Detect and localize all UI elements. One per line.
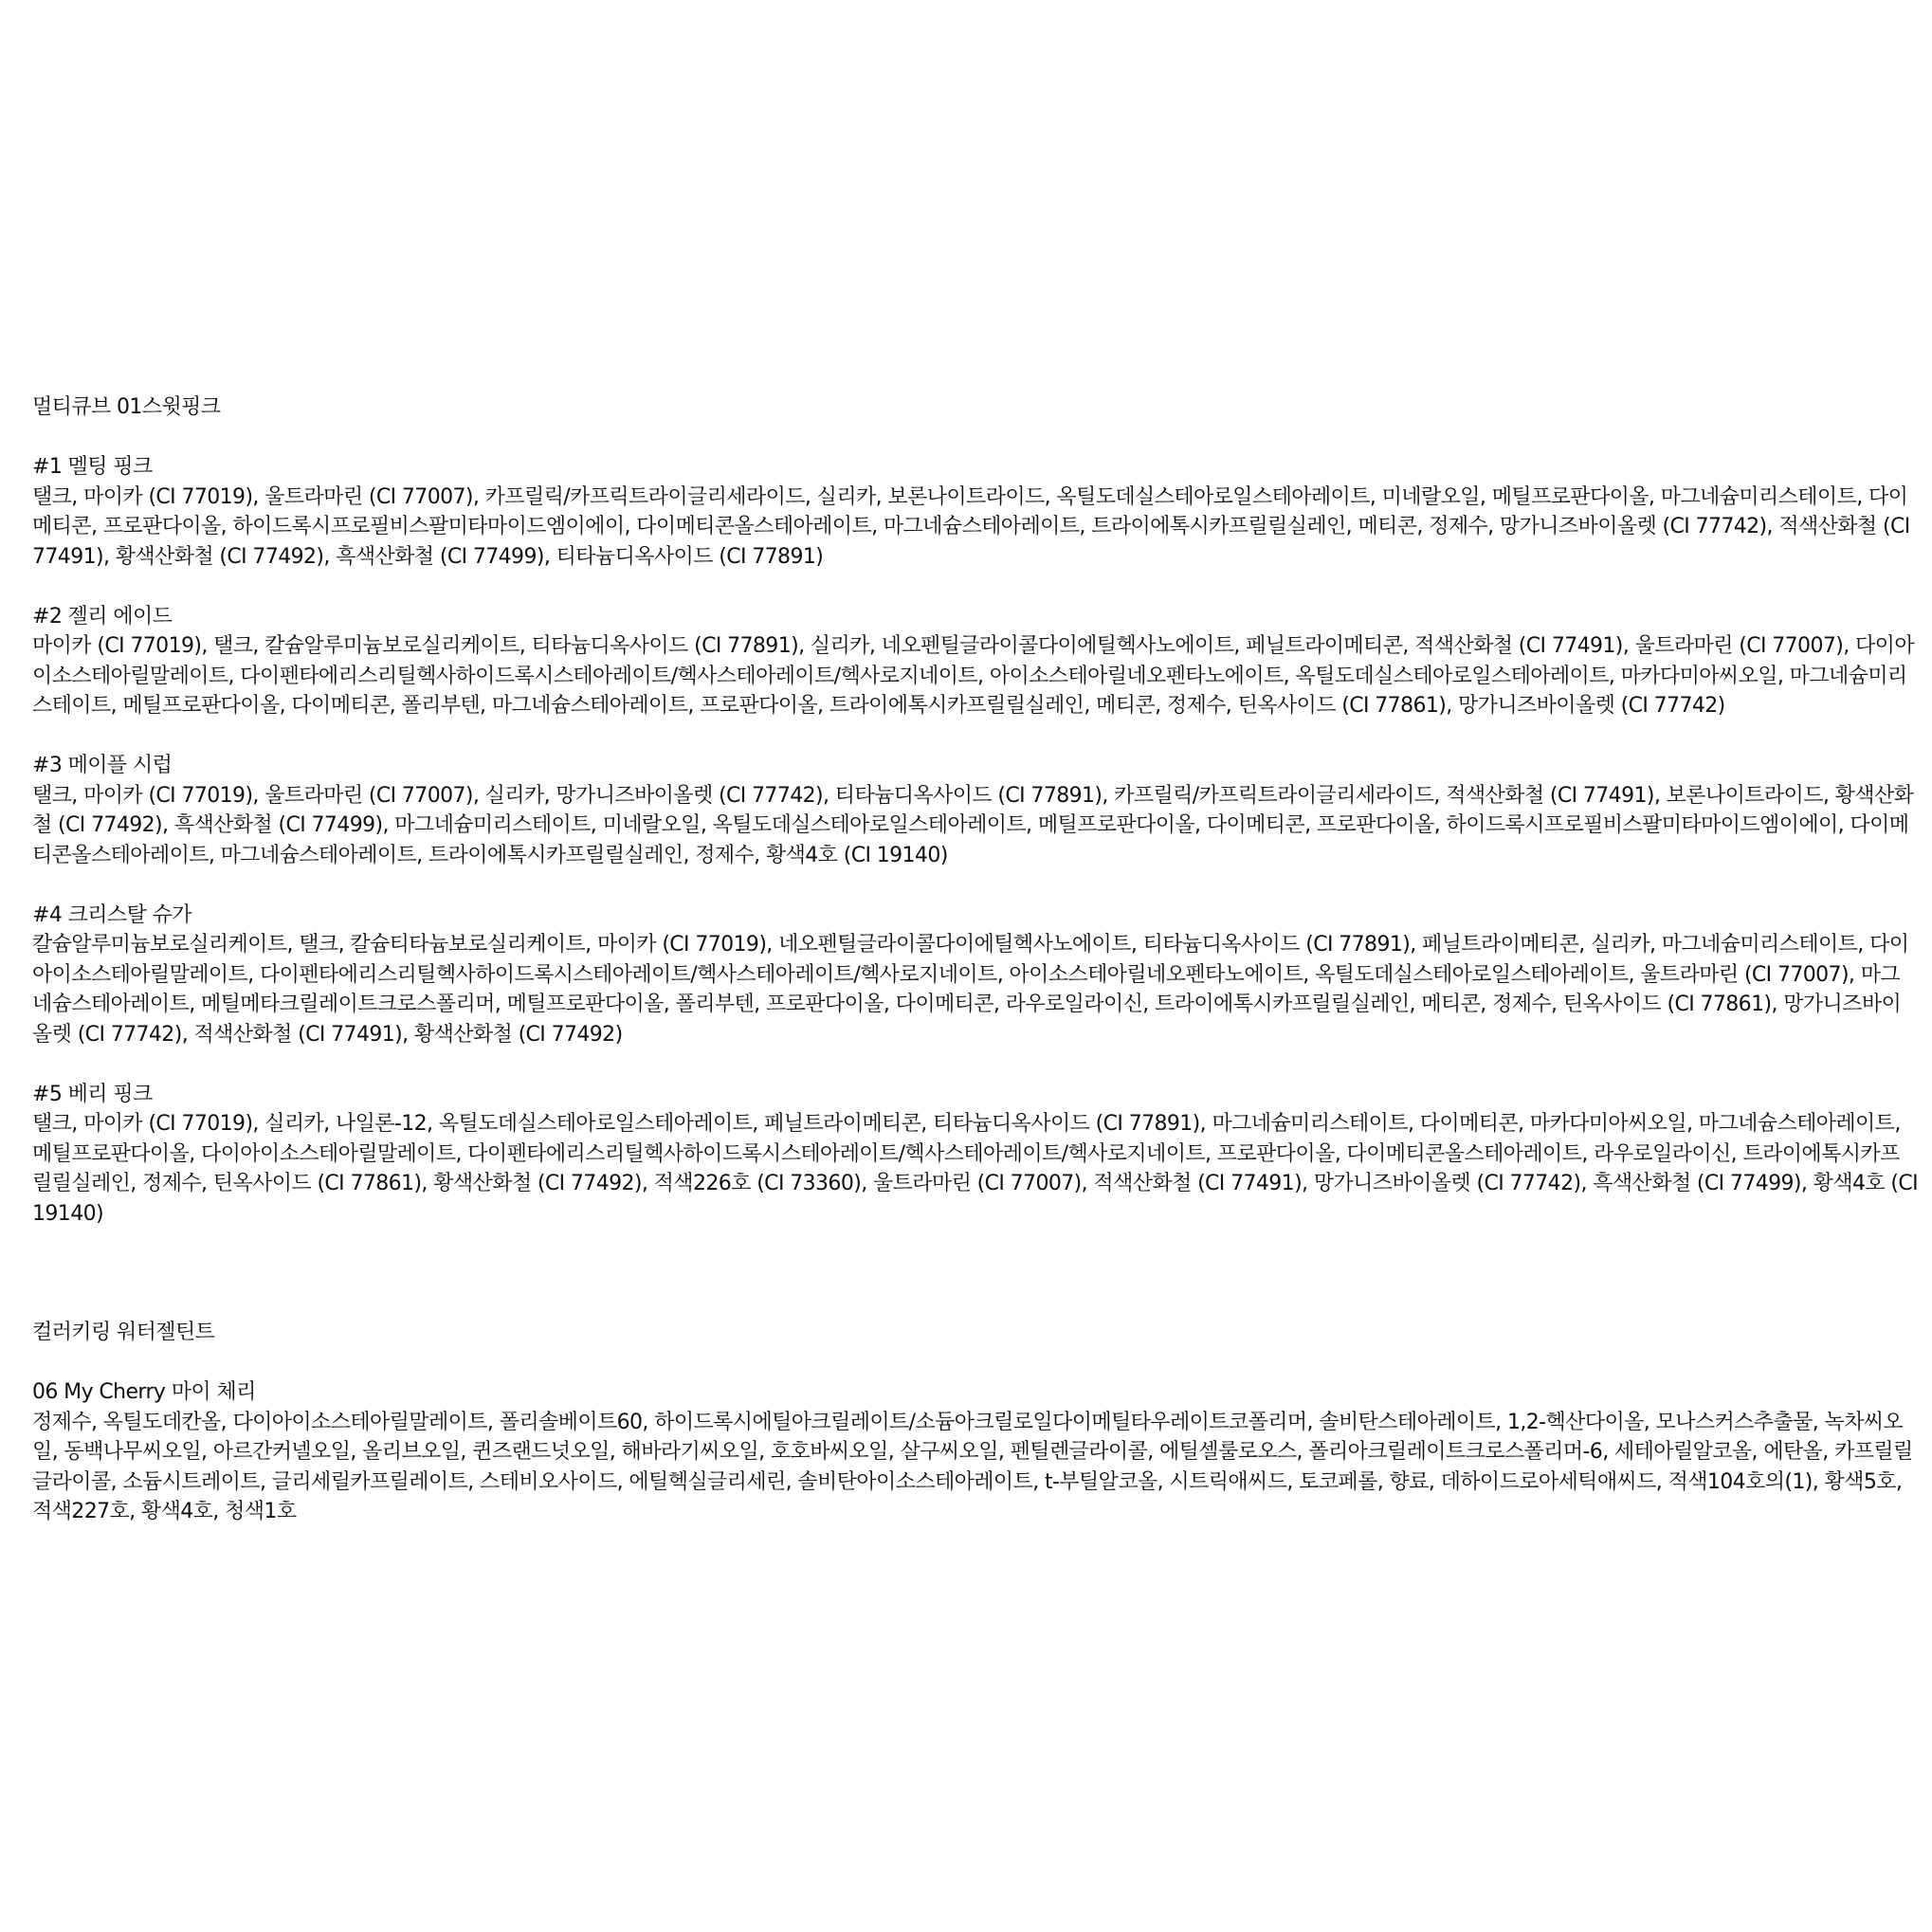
product-multicube — [32, 392, 1919, 1229]
shade-entry — [32, 1080, 1919, 1230]
shade-ingredients: 탤크, 마이카 (CI 77019), 울트라마린 (CI 77007), 실리카, 망가니즈바이올렛 (CI 77742), 티타늄디옥사이드 (CI 77891), 카프릴릭/카프릭트라이글리세라이드, 적색산화철 (CI 77491), 보론나이트라이드, 황색산화철 (CI 77492), 흑색산화철 (CI 77499), 마그네슘미리스테이트, 미네랄오일, 옥틸도데실스테아로일스테아레이트, 메틸프로판다이올, 다이메티콘, 프로판다이올, 하이드록시프로필비스팔미타마이드엠이에이, 다이메티콘올스테아레이트, 마그네슘스테아레이트, 트라이에톡시카프릴릴실레인, 정제수, 황색4호 (CI 19140) — [32, 783, 1914, 867]
ingredient-document — [32, 392, 1919, 1557]
shade-entry — [32, 901, 1919, 1050]
shade-ingredients: 탤크, 마이카 (CI 77019), 실리카, 나일론-12, 옥틸도데실스테아로일스테아레이트, 페닐트라이메티콘, 티타늄디옥사이드 (CI 77891), 마그네슘미리스테이트, 다이메티콘, 마카다미아씨오일, 마그네슘스테아레이트, 메틸프로판다이올, 다이아이소스테아릴말레이트, 다이펜타에리스리틸헥사하이드록시스테아레이트/헥사스테아레이트/헥사로지네이트, 프로판다이올, 다이메티콘올스테아레이트, 라우로일라이신, 트라이에톡시카프릴릴실레인, 정제수, 틴옥사이드 (CI 77861), 황색산화철 (CI 77492), 적색226호 (CI 73360), 울트라마린 (CI 77007), 적색산화철 (CI 77491), 망가니즈바이올렛 (CI 77742), 흑색산화철 (CI 77499), 황색4호 (CI 19140) — [32, 1112, 1919, 1226]
shade-name: 06 My Cherry 마이 체리 — [32, 1380, 256, 1404]
shade-ingredients: 마이카 (CI 77019), 탤크, 칼슘알루미늄보로실리케이트, 티타늄디옥사이드 (CI 77891), 실리카, 네오펜틸글라이콜다이에틸헥사노에이트, 페닐트라이메티콘, 적색산화철 (CI 77491), 울트라마린 (CI 77007), 다이아이소스테아릴말레이트, 다이펜타에리스리틸헥사하이드록시스테아레이트/헥사스테아레이트/헥사로지네이트, 아이소스테아릴네오펜타노에이트, 옥틸도데실스테아로일스테아레이트, 마카다미아씨오일, 마그네슘미리스테이트, 메틸프로판다이올, 다이메티콘, 폴리부텐, 마그네슘스테아레이트, 프로판다이올, 트라이에톡시카프릴릴실레인, 메티콘, 정제수, 틴옥사이드 (CI 77861), 망가니즈바이올렛 (CI 77742) — [32, 634, 1914, 718]
shade-name: #5 베리 핑크 — [32, 1082, 153, 1106]
shade-name: #3 메이플 시럽 — [32, 754, 173, 777]
shade-entry — [32, 1377, 1919, 1527]
shade-entry — [32, 452, 1919, 572]
shade-name: #2 젤리 에이드 — [32, 604, 173, 629]
product-title: 멀티큐브 01스윗핑크 — [32, 395, 221, 419]
shade-entry — [32, 751, 1919, 870]
shade-name: #4 크리스탈 슈가 — [32, 902, 191, 927]
shade-ingredients: 정제수, 옥틸도데칸올, 다이아이소스테아릴말레이트, 폴리솔베이트60, 하이드록시에틸아크릴레이트/소듐아크릴로일다이메틸타우레이트코폴리머, 솔비탄스테아레이트, 1,2-헥산다이올, 모나스커스추출물, 녹차씨오일, 동백나무씨오일, 아르간커넬오일, 올리브오일, 퀸즈랜드넛오일, 해바라기씨오일, 호호바씨오일, 살구씨오일, 펜틸렌글라이콜, 에틸셀룰로오스, 폴리아크릴레이트크로스폴리머-6, 세테아릴알코올, 에탄올, 카프릴릴글라이콜, 소듐시트레이트, 글리세릴카프릴레이트, 스테비오사이드, 에틸헥실글리세린, 솔비탄아이소스테아레이트, t-부틸알코올, 시트릭애씨드, 토코페롤, 향료, 데하이드로아세틱애씨드, 적색104호의(1), 황색5호, 적색227호, 황색4호, 청색1호 — [32, 1410, 1913, 1523]
product-color-keyring-water-gel-tint — [32, 1318, 1919, 1527]
shade-ingredients: 탤크, 마이카 (CI 77019), 울트라마린 (CI 77007), 카프릴릭/카프릭트라이글리세라이드, 실리카, 보론나이트라이드, 옥틸도데실스테아로일스테아레이트, 미네랄오일, 메틸프로판다이올, 마그네슘미리스테이트, 다이메티콘, 프로판다이올, 하이드록시프로필비스팔미타마이드엠이에이, 다이메티콘올스테아레이트, 마그네슘스테아레이트, 트라이에톡시카프릴릴실레인, 메티콘, 정제수, 망가니즈바이올렛 (CI 77742), 적색산화철 (CI 77491), 황색산화철 (CI 77492), 흑색산화철 (CI 77499), 티타늄디옥사이드 (CI 77891) — [32, 484, 1910, 569]
product-title: 컬러키링 워터젤틴트 — [32, 1321, 215, 1344]
shade-entry — [32, 602, 1919, 721]
shade-name: #1 멜팅 핑크 — [32, 455, 153, 479]
shade-ingredients: 칼슘알루미늄보로실리케이트, 탤크, 칼슘티타늄보로실리케이트, 마이카 (CI 77019), 네오펜틸글라이콜다이에틸헥사노에이트, 티타늄디옥사이드 (CI 77891), 페닐트라이메티콘, 실리카, 마그네슘미리스테이트, 다이아이소스테아릴말레이트, 다이펜타에리스리틸헥사하이드록시스테아레이트/헥사스테아레이트/헥사로지네이트, 아이소스테아릴네오펜타노에이트, 옥틸도데실스테아로일스테아레이트, 울트라마린 (CI 77007), 마그네슘스테아레이트, 메틸메타크릴레이트크로스폴리머, 메틸프로판다이올, 폴리부텐, 프로판다이올, 다이메티콘, 라우로일라이신, 트라이에톡시카프릴릴실레인, 메티콘, 정제수, 틴옥사이드 (CI 77861), 망가니즈바이올렛 (CI 77742), 적색산화철 (CI 77491), 황색산화철 (CI 77492) — [32, 933, 1909, 1047]
